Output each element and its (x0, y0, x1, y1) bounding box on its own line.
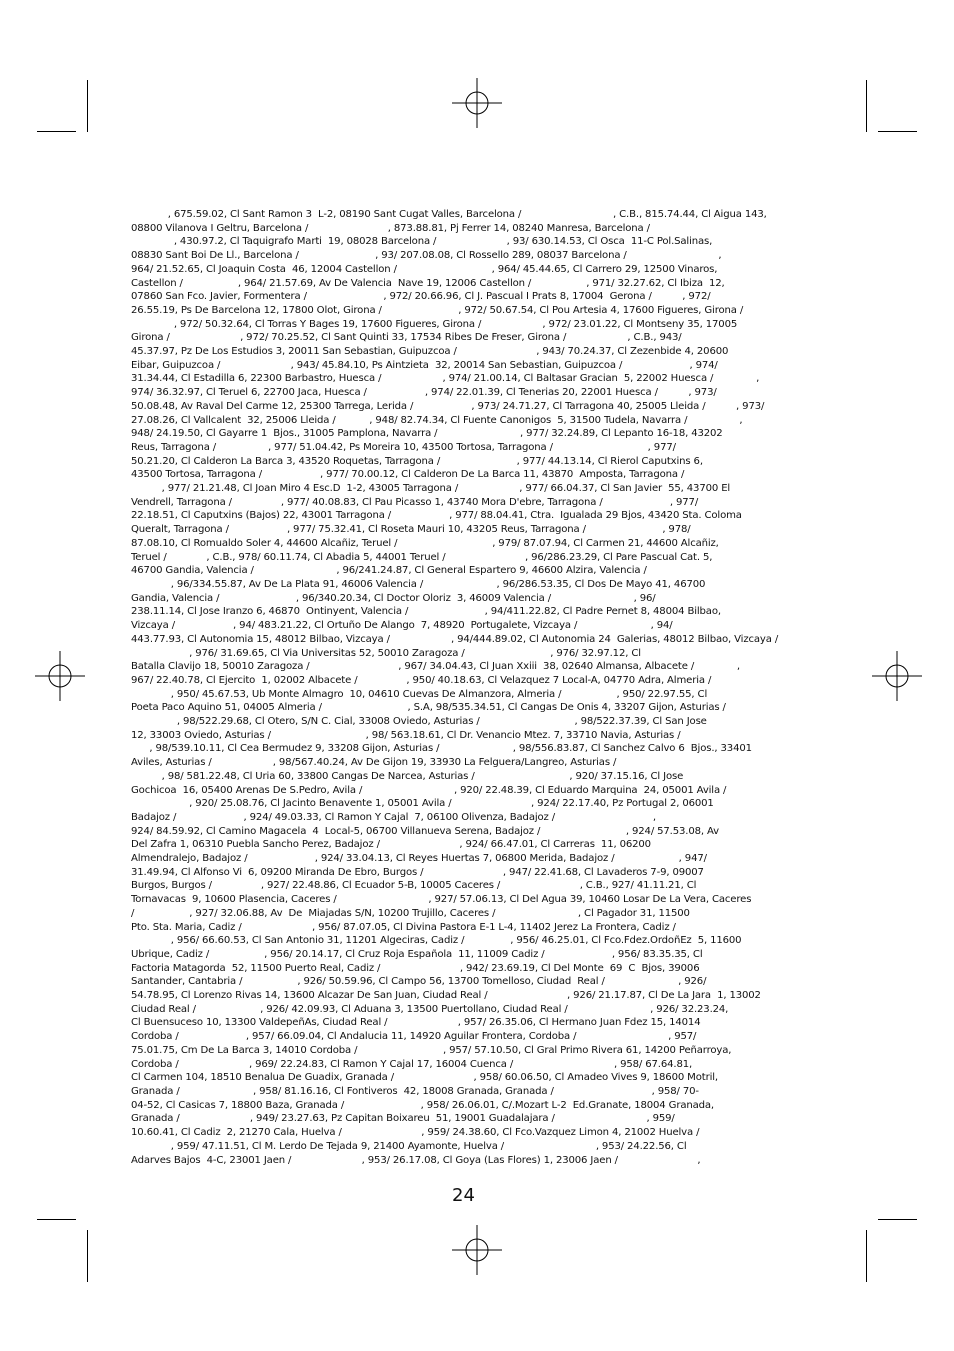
text-line: Eibar, Guipuzcoa / , 943/ 45.84.10, Ps Aintzieta 32, 20014 San Sebastian, Guipuzcoa / , 974/ (131, 359, 718, 371)
text-line: Gochicoa 16, 05400 Arenas De S.Pedro, Avila / , 920/ 22.48.39, Cl Eduardo Marquina 24, 05001 Avila / (131, 784, 727, 796)
registration-mark-right (872, 651, 922, 701)
text-line: Granada / , 949/ 23.27.63, Pz Capitan Boixareu 51, 19001 Guadalajara / , 959/ (131, 1113, 675, 1125)
text-line: 924/ 84.59.92, Cl Camino Magacela 4 Local-5, 06700 Villanueva Serena, Badajoz / , 924/ 57.53.08, Av (131, 825, 719, 837)
text-line: 26.55.19, Ps De Barcelona 12, 17800 Olot, Girona / , 972/ 50.67.54, Cl Pou Artesia 4, 17600 Figueres, Girona / (131, 304, 744, 316)
text-line: 948/ 24.19.50, Cl Gayarre 1 Bjos., 31005 Pamplona, Navarra / , 977/ 32.24.89, Cl Lepanto 16-18, 43202 (131, 428, 723, 440)
text-line: Batalla Clavijo 18, 50010 Zaragoza / , 967/ 34.04.43, Cl Juan Xxiii 38, 02640 Almansa, Albacete / , (131, 661, 740, 673)
service-center-list (131, 208, 799, 1167)
text-line: 443.77.93, Cl Autonomia 15, 48012 Bilbao, Vizcaya / , 94/444.89.02, Cl Autonomia 24 Galerias, 48012 Bilbao, Vizcaya / (131, 633, 779, 645)
text-line: Cordoba / , 957/ 66.09.04, Cl Andalucia 11, 14920 Aguilar Frontera, Cordoba / , 957/ (131, 1031, 697, 1043)
crop-mark (878, 1219, 917, 1220)
text-line: Teruel / , C.B., 978/ 60.11.74, Cl Abadia 5, 44001 Teruel / , 96/286.23.29, Cl Pare Pascual Cat. 5, (131, 551, 713, 563)
text-line: Tornavacas 9, 10600 Plasencia, Caceres / , 927/ 57.06.13, Cl Del Agua 39, 10460 Losar De La Vera, Caceres (131, 894, 752, 906)
text-line: , 959/ 47.11.51, Cl M. Lerdo De Tejada 9, 21400 Ayamonte, Huelva / , 953/ 24.22.56, Cl (131, 1140, 687, 1152)
text-line: 45.37.97, Pz De Los Estudios 3, 20011 San Sebastian, Guipuzcoa / , 943/ 70.24.37, Cl Zezenbide 4, 20600 (131, 346, 729, 358)
text-line: , 430.97.2, Cl Taquigrafo Marti 19, 08028 Barcelona / , 93/ 630.14.53, Cl Osca 11-C Pol.Salinas, (131, 236, 713, 248)
text-line: Reus, Tarragona / , 977/ 51.04.42, Ps Moreira 10, 43500 Tortosa, Tarragona / , 977/ (131, 441, 676, 453)
text-line: 50.21.20, Cl Calderon La Barca 3, 43520 Roquetas, Tarragona / , 977/ 44.13.14, Cl Rierol Caputxins 6, (131, 455, 703, 467)
text-line: 31.34.44, Cl Estadilla 6, 22300 Barbastro, Huesca / , 974/ 21.00.14, Cl Baltasar Gracian 5, 22002 Huesca / , (131, 373, 760, 385)
crop-mark (37, 1219, 76, 1220)
registration-mark-bottom (452, 1225, 502, 1275)
crop-mark (37, 131, 76, 132)
text-line: Girona / , 972/ 70.25.52, Cl Sant Quinti 33, 17534 Ribes De Freser, Girona / , C.B., 943/ (131, 332, 682, 344)
text-line: Castellon / , 964/ 21.57.69, Av De Valencia Nave 19, 12006 Castellon / , 971/ 32.27.62, Cl Ibiza 12, (131, 277, 725, 289)
text-line: Santander, Cantabria / , 926/ 50.59.96, Cl Campo 56, 13700 Tomelloso, Ciudad Real / , 926/ (131, 976, 707, 988)
crop-mark (87, 1230, 88, 1282)
text-line: Ciudad Real / , 926/ 42.09.93, Cl Aduana 3, 13500 Puertollano, Ciudad Real / , 926/ 32.23.24, (131, 1003, 729, 1015)
text-line: 974/ 36.32.97, Cl Teruel 6, 22700 Jaca, Huesca / , 974/ 22.01.39, Cl Tenerias 20, 22001 Huesca / , 973/ (131, 387, 717, 399)
text-line: Factoria Matagorda 52, 11500 Puerto Real, Cadiz / , 942/ 23.69.19, Cl Del Monte 69 C Bjos, 39006 (131, 962, 700, 974)
text-line: Queralt, Tarragona / , 977/ 75.32.41, Cl Roseta Mauri 10, 43205 Reus, Tarragona / , 978/ (131, 524, 691, 536)
text-line: , 972/ 50.32.64, Cl Torras Y Bages 19, 17600 Figueres, Girona / , 972/ 23.01.22, Cl Montseny 35, 17005 (131, 318, 738, 330)
text-line: Poeta Paco Aquino 51, 04005 Almeria / , S.A, 98/535.34.51, Cl Cangas De Onis 4, 33207 Gijon, Asturias / (131, 702, 726, 714)
text-line: 08830 Sant Boi De Ll., Barcelona / , 93/ 207.08.08, Cl Rossello 289, 08037 Barcelona / , (131, 250, 722, 262)
text-line: , 98/539.10.11, Cl Cea Bermudez 9, 33208 Gijon, Asturias / , 98/556.83.87, Cl Sanchez Calvo 6 Bjos., 33401 (131, 743, 752, 755)
text-line: , 920/ 25.08.76, Cl Jacinto Benavente 1, 05001 Avila / , 924/ 22.17.40, Pz Portugal 2, 06001 (131, 798, 714, 810)
crop-mark (866, 80, 867, 132)
text-line: , 96/334.55.87, Av De La Plata 91, 46006 Valencia / , 96/286.53.35, Cl Dos De Mayo 41, 46700 (131, 578, 706, 590)
text-line: Gandia, Valencia / , 96/340.20.34, Cl Doctor Oloriz 3, 46009 Valencia / , 96/ (131, 592, 656, 604)
text-line: 07860 San Fco. Javier, Formentera / , 972/ 20.66.96, Cl J. Pascual I Prats 8, 17004 Gerona / , 972/ (131, 291, 711, 303)
text-line: Granada / , 958/ 81.16.16, Cl Fontiveros 42, 18008 Granada, Granada / , 958/ 70- (131, 1086, 699, 1097)
text-line: 04-52, Cl Casicas 7, 18800 Baza, Granada / , 958/ 26.06.01, C/.Mozart L-2 Ed.Granate, 18004 Granada, (131, 1099, 714, 1111)
crop-mark (878, 131, 917, 132)
text-line: 46700 Gandia, Valencia / , 96/241.24.87, Cl General Espartero 9, 46600 Alzira, Valencia / (131, 565, 647, 577)
page-number: 24 (452, 1185, 475, 1206)
text-line: 31.49.94, Cl Alfonso Vi 6, 09200 Miranda De Ebro, Burgos / , 947/ 22.41.68, Cl Lavaderos 7-9, 09007 (131, 866, 704, 878)
text-line: Del Zafra 1, 06310 Puebla Sancho Perez, Badajoz / , 924/ 66.47.01, Cl Carreras 11, 06200 (131, 839, 651, 851)
text-line: Burgos, Burgos / , 927/ 22.48.86, Cl Ecuador 5-B, 10005 Caceres / , C.B., 927/ 41.11.21, Cl (131, 880, 697, 892)
text-line: Cl Carmen 104, 18510 Benalua De Guadix, Granada / , 958/ 60.06.50, Cl Amadeo Vives 9, 18600 Motril, (131, 1072, 718, 1084)
text-line: , 956/ 66.60.53, Cl San Antonio 31, 11201 Algeciras, Cadiz / , 956/ 46.25.01, Cl Fco.Fdez.OrdoñEz 5, 11600 (131, 935, 742, 947)
text-line: , 976/ 31.69.65, Cl Via Universitas 52, 50010 Zaragoza / , 976/ 32.97.12, Cl (131, 647, 641, 659)
text-line: 75.01.75, Cm De La Barca 3, 14010 Cordoba / , 957/ 57.10.50, Cl Gral Primo Rivera 61, 14200 Peñarroya, (131, 1044, 732, 1056)
text-line: , 977/ 21.21.48, Cl Joan Miro 4 Esc.D 1-2, 43005 Tarragona / , 977/ 66.04.37, Cl San Javier 55, 43700 El (131, 483, 731, 495)
text-line: 43500 Tortosa, Tarragona / , 977/ 70.00.12, Cl Calderon De La Barca 11, 43870 Amposta, Tarragona / (131, 469, 685, 481)
text-line: 87.08.10, Cl Romualdo Soler 4, 44600 Alcañiz, Teruel / , 979/ 87.07.94, Cl Carmen 21, 44600 Alcañiz, (131, 537, 719, 549)
text-line: Badajoz / , 924/ 49.03.33, Cl Ramon Y Cajal 7, 06100 Olivenza, Badajoz / , (131, 811, 656, 823)
text-line: Adarves Bajos 4-C, 23001 Jaen / , 953/ 26.17.08, Cl Goya (Las Flores) 1, 23006 Jaen / , (131, 1154, 701, 1166)
text-line: 54.78.95, Cl Lorenzo Rivas 14, 13600 Alcazar De San Juan, Ciudad Real / , 926/ 21.17.87, Cl De La Jara 1, 13002 (131, 990, 761, 1002)
text-line: , 98/522.29.68, Cl Otero, S/N C. Cial, 33008 Oviedo, Asturias / , 98/522.37.39, Cl San Jose (131, 716, 707, 728)
registration-mark-top (452, 78, 502, 128)
text-line: Aviles, Asturias / , 98/567.40.24, Av De Gijon 19, 33930 La Felguera/Langreo, Asturias / (131, 757, 617, 769)
text-line: , 675.59.02, Cl Sant Ramon 3 L-2, 08190 Sant Cugat Valles, Barcelona / , C.B., 815.74.44, Cl Aigua 143, (131, 209, 767, 220)
text-line: 238.11.14, Cl Jose Iranzo 6, 46870 Ontinyent, Valencia / , 94/411.22.82, Cl Padre Pernet 8, 48004 Bilbao, (131, 606, 721, 618)
text-line: 27.08.26, Cl Vallcalent 32, 25006 Lleida / , 948/ 82.74.34, Cl Fuente Canonigos 5, 31500 Tudela, Navarra / , (131, 414, 743, 426)
text-line: 12, 33003 Oviedo, Asturias / , 98/ 563.18.61, Cl Dr. Venancio Mtez. 7, 33710 Navia, Asturias / (131, 729, 681, 741)
crop-mark (866, 1230, 867, 1282)
text-line: Pto. Sta. Maria, Cadiz / , 956/ 87.07.05, Cl Divina Pastora E-1 L-4, 11402 Jerez La Frontera, Cadiz / (131, 921, 676, 933)
text-line: , 950/ 45.67.53, Ub Monte Almagro 10, 04610 Cuevas De Almanzora, Almeria / , 950/ 22.97.55, Cl (131, 688, 708, 700)
text-line: 50.08.48, Av Raval Del Carme 12, 25300 Tarrega, Lerida / , 973/ 24.71.27, Cl Tarragona 40, 25005 Lleida / , 973/ (131, 400, 765, 412)
text-line: 08800 Vilanova I Geltru, Barcelona / , 873.88.81, Pj Ferrer 14, 08240 Manresa, Barcelona / (131, 222, 650, 234)
text-line: 967/ 22.40.78, Cl Ejercito 1, 02002 Albacete / , 950/ 40.18.63, Cl Velazquez 7 Local-A, 04770 Adra, Almeria / (131, 674, 712, 686)
text-line: 10.60.41, Cl Cadiz 2, 21270 Cala, Huelva / , 959/ 24.38.60, Cl Fco.Vazquez Limon 4, 21002 Huelva / (131, 1127, 700, 1139)
text-line: 22.18.51, Cl Caputxins (Bajos) 22, 43001 Tarragona / , 977/ 88.04.41, Ctra. Igualada 29 Bjos, 43420 Sta. Coloma (131, 510, 742, 522)
crop-mark (87, 80, 88, 132)
text-line: Vendrell, Tarragona / , 977/ 40.08.83, Cl Pau Picasso 1, 43740 Mora D'ebre, Tarragona / , 977/ (131, 496, 699, 508)
text-line: Almendralejo, Badajoz / , 924/ 33.04.13, Cl Reyes Huertas 7, 06800 Merida, Badajoz / , 947/ (131, 853, 707, 865)
text-line: , 98/ 581.22.48, Cl Uria 60, 33800 Cangas De Narcea, Asturias / , 920/ 37.15.16, Cl Jose (131, 770, 684, 782)
text-line: Cordoba / , 969/ 22.24.83, Cl Ramon Y Cajal 17, 16004 Cuenca / , 958/ 67.64.81, (131, 1058, 693, 1070)
text-line: 964/ 21.52.65, Cl Joaquin Costa 46, 12004 Castellon / , 964/ 45.44.65, Cl Carrero 29, 12500 Vinaros, (131, 263, 718, 275)
text-line: / , 927/ 32.06.88, Av De Miajadas S/N, 10200 Trujillo, Caceres / , Cl Pagador 31, 11500 (131, 907, 690, 919)
registration-mark-left (35, 651, 85, 701)
text-line: Vizcaya / , 94/ 483.21.22, Cl Ortuño De Alango 7, 48920 Portugalete, Vizcaya / , 94/ (131, 620, 673, 632)
text-line: Cl Buensuceso 10, 13300 ValdepeñAs, Ciudad Real / , 957/ 26.35.06, Cl Hermano Juan Fdez 15, 14014 (131, 1017, 701, 1029)
text-line: Ubrique, Cadiz / , 956/ 20.14.17, Cl Cruz Roja Española 11, 11009 Cadiz / , 956/ 83.35.35, Cl (131, 948, 703, 960)
